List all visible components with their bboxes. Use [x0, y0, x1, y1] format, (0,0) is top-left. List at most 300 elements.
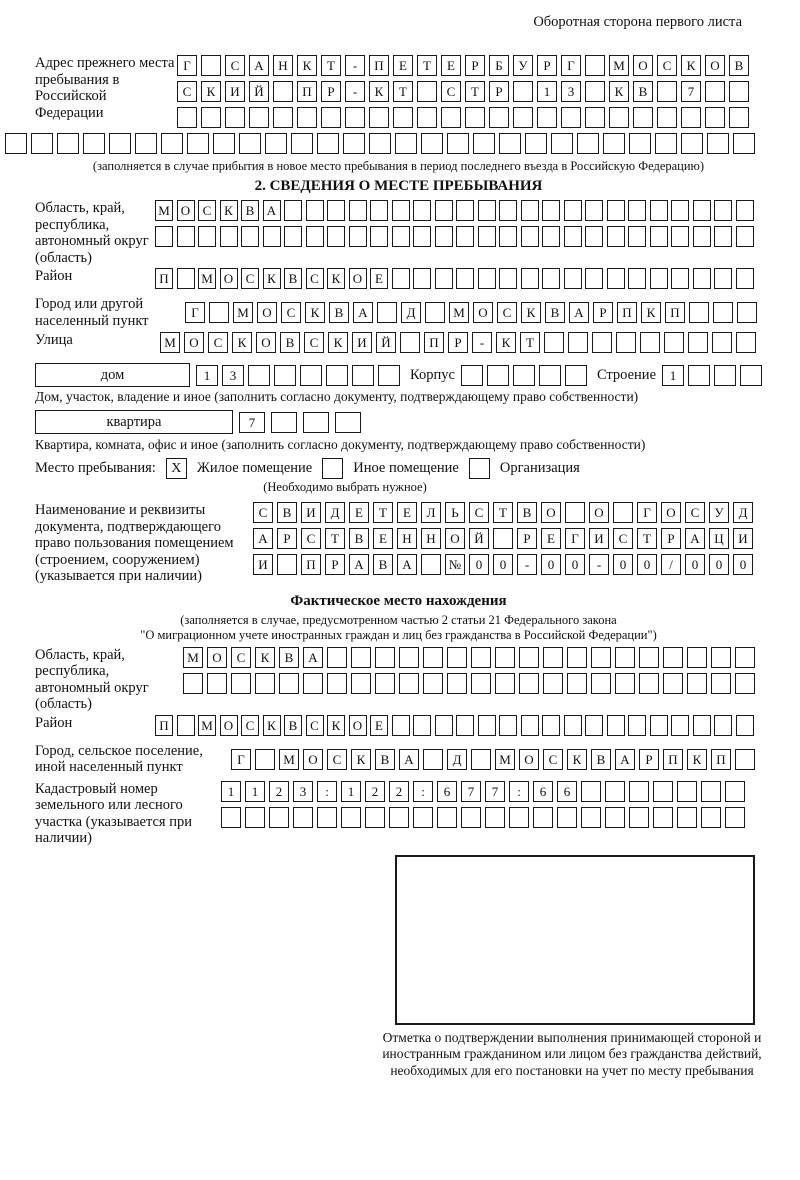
char-box[interactable]: -: [472, 332, 492, 353]
char-box[interactable]: [413, 807, 433, 828]
char-box[interactable]: [471, 673, 491, 694]
char-box[interactable]: [613, 502, 633, 523]
char-box[interactable]: [279, 673, 299, 694]
char-box[interactable]: М: [609, 55, 629, 76]
char-box[interactable]: О: [220, 268, 238, 289]
char-box[interactable]: [577, 133, 599, 154]
char-box[interactable]: [231, 673, 251, 694]
char-box[interactable]: [714, 365, 736, 386]
char-box[interactable]: [628, 715, 646, 736]
char-box[interactable]: П: [301, 554, 321, 575]
char-box[interactable]: [478, 268, 496, 289]
char-box[interactable]: [736, 715, 754, 736]
char-box[interactable]: [650, 715, 668, 736]
char-box[interactable]: [456, 268, 474, 289]
char-box[interactable]: [265, 133, 287, 154]
char-box[interactable]: [499, 226, 517, 247]
char-box[interactable]: С: [543, 749, 563, 770]
char-box[interactable]: [220, 226, 238, 247]
char-box[interactable]: М: [183, 647, 203, 668]
char-box[interactable]: 2: [389, 781, 409, 802]
char-box[interactable]: 7: [681, 81, 701, 102]
char-box[interactable]: [201, 55, 221, 76]
char-box[interactable]: [681, 133, 703, 154]
char-box[interactable]: [677, 807, 697, 828]
char-box[interactable]: [653, 807, 673, 828]
char-box[interactable]: П: [155, 268, 173, 289]
street-row[interactable]: [160, 332, 756, 353]
char-box[interactable]: [693, 268, 711, 289]
char-box[interactable]: [487, 365, 509, 386]
char-box[interactable]: [681, 107, 701, 128]
char-box[interactable]: Т: [321, 55, 341, 76]
char-box[interactable]: [737, 302, 757, 323]
char-box[interactable]: [221, 807, 241, 828]
char-box[interactable]: /: [661, 554, 681, 575]
char-box[interactable]: А: [263, 200, 281, 221]
char-box[interactable]: [317, 133, 339, 154]
char-box[interactable]: [241, 226, 259, 247]
char-box[interactable]: [392, 226, 410, 247]
char-box[interactable]: Р: [321, 81, 341, 102]
apartment-row[interactable]: [239, 412, 361, 433]
char-box[interactable]: [378, 365, 400, 386]
char-box[interactable]: 0: [541, 554, 561, 575]
char-box[interactable]: [591, 647, 611, 668]
char-box[interactable]: [677, 781, 697, 802]
char-box[interactable]: [585, 55, 605, 76]
char-box[interactable]: [585, 107, 605, 128]
char-box[interactable]: Н: [421, 528, 441, 549]
char-box[interactable]: П: [663, 749, 683, 770]
char-box[interactable]: [300, 365, 322, 386]
char-box[interactable]: [693, 715, 711, 736]
char-box[interactable]: [650, 268, 668, 289]
char-box[interactable]: [544, 332, 564, 353]
char-box[interactable]: [352, 365, 374, 386]
char-box[interactable]: [177, 226, 195, 247]
char-box[interactable]: П: [711, 749, 731, 770]
char-box[interactable]: [616, 332, 636, 353]
char-box[interactable]: [263, 226, 281, 247]
char-box[interactable]: С: [441, 81, 461, 102]
char-box[interactable]: [327, 200, 345, 221]
char-box[interactable]: К: [327, 715, 345, 736]
char-box[interactable]: 0: [565, 554, 585, 575]
char-box[interactable]: [650, 200, 668, 221]
char-box[interactable]: Л: [421, 502, 441, 523]
char-box[interactable]: [499, 133, 521, 154]
char-box[interactable]: [664, 332, 684, 353]
char-box[interactable]: [564, 268, 582, 289]
char-box[interactable]: [729, 107, 749, 128]
char-box[interactable]: А: [685, 528, 705, 549]
char-box[interactable]: 3: [293, 781, 313, 802]
char-box[interactable]: [327, 647, 347, 668]
prev-address-row-1[interactable]: [177, 55, 749, 76]
char-box[interactable]: С: [657, 55, 677, 76]
char-box[interactable]: Е: [349, 502, 369, 523]
char-box[interactable]: [711, 647, 731, 668]
char-box[interactable]: К: [681, 55, 701, 76]
char-box[interactable]: Р: [661, 528, 681, 549]
char-box[interactable]: 1: [341, 781, 361, 802]
char-box[interactable]: Е: [441, 55, 461, 76]
char-box[interactable]: П: [155, 715, 173, 736]
char-box[interactable]: [57, 133, 79, 154]
char-box[interactable]: [473, 133, 495, 154]
char-box[interactable]: [689, 302, 709, 323]
char-box[interactable]: [273, 107, 293, 128]
char-box[interactable]: [395, 133, 417, 154]
char-box[interactable]: М: [279, 749, 299, 770]
char-box[interactable]: О: [220, 715, 238, 736]
char-box[interactable]: А: [303, 647, 323, 668]
char-box[interactable]: О: [633, 55, 653, 76]
char-box[interactable]: 6: [533, 781, 553, 802]
char-box[interactable]: Й: [376, 332, 396, 353]
char-box[interactable]: [671, 268, 689, 289]
char-box[interactable]: М: [233, 302, 253, 323]
char-box[interactable]: [663, 647, 683, 668]
char-box[interactable]: [209, 302, 229, 323]
char-box[interactable]: [461, 807, 481, 828]
char-box[interactable]: [471, 749, 491, 770]
char-box[interactable]: С: [231, 647, 251, 668]
char-box[interactable]: К: [263, 268, 281, 289]
char-box[interactable]: О: [303, 749, 323, 770]
char-box[interactable]: [393, 107, 413, 128]
char-box[interactable]: Р: [448, 332, 468, 353]
char-box[interactable]: [303, 673, 323, 694]
prev-address-row-3[interactable]: [177, 107, 749, 128]
char-box[interactable]: К: [641, 302, 661, 323]
char-box[interactable]: [435, 715, 453, 736]
char-box[interactable]: Р: [277, 528, 297, 549]
char-box[interactable]: С: [497, 302, 517, 323]
char-box[interactable]: К: [369, 81, 389, 102]
char-box[interactable]: [585, 200, 603, 221]
char-box[interactable]: О: [349, 268, 367, 289]
char-box[interactable]: [465, 107, 485, 128]
char-box[interactable]: К: [609, 81, 629, 102]
char-box[interactable]: [135, 133, 157, 154]
char-box[interactable]: [687, 647, 707, 668]
region-row-2[interactable]: [155, 226, 754, 247]
char-box[interactable]: Р: [517, 528, 537, 549]
char-box[interactable]: [213, 133, 235, 154]
char-box[interactable]: Н: [397, 528, 417, 549]
char-box[interactable]: :: [317, 781, 337, 802]
char-box[interactable]: [725, 781, 745, 802]
char-box[interactable]: О: [184, 332, 204, 353]
char-box[interactable]: [441, 107, 461, 128]
prev-address-row-4[interactable]: [5, 133, 762, 154]
char-box[interactable]: [729, 81, 749, 102]
char-box[interactable]: Р: [489, 81, 509, 102]
char-box[interactable]: [628, 200, 646, 221]
char-box[interactable]: [701, 781, 721, 802]
char-box[interactable]: 7: [461, 781, 481, 802]
char-box[interactable]: [740, 365, 762, 386]
char-box[interactable]: П: [617, 302, 637, 323]
char-box[interactable]: [83, 133, 105, 154]
char-box[interactable]: Г: [231, 749, 251, 770]
char-box[interactable]: В: [241, 200, 259, 221]
char-box[interactable]: [629, 781, 649, 802]
char-box[interactable]: [557, 807, 577, 828]
char-box[interactable]: :: [509, 781, 529, 802]
char-box[interactable]: [713, 302, 733, 323]
char-box[interactable]: [725, 807, 745, 828]
char-box[interactable]: [609, 107, 629, 128]
char-box[interactable]: [655, 133, 677, 154]
district-row[interactable]: [155, 268, 754, 289]
char-box[interactable]: Н: [273, 55, 293, 76]
char-box[interactable]: [542, 226, 560, 247]
stroenie-row[interactable]: [662, 365, 762, 386]
korpus-row[interactable]: [461, 365, 587, 386]
char-box[interactable]: С: [327, 749, 347, 770]
char-box[interactable]: А: [349, 554, 369, 575]
char-box[interactable]: [478, 226, 496, 247]
char-box[interactable]: [377, 302, 397, 323]
char-box[interactable]: 0: [469, 554, 489, 575]
char-box[interactable]: [413, 268, 431, 289]
char-box[interactable]: С: [613, 528, 633, 549]
stay-other-checkbox[interactable]: [322, 458, 343, 479]
char-box[interactable]: С: [241, 715, 259, 736]
char-box[interactable]: Г: [565, 528, 585, 549]
char-box[interactable]: Г: [177, 55, 197, 76]
char-box[interactable]: О: [349, 715, 367, 736]
char-box[interactable]: [519, 673, 539, 694]
char-box[interactable]: [392, 200, 410, 221]
char-box[interactable]: И: [225, 81, 245, 102]
char-box[interactable]: [615, 673, 635, 694]
char-box[interactable]: О: [256, 332, 276, 353]
char-box[interactable]: [591, 673, 611, 694]
char-box[interactable]: И: [352, 332, 372, 353]
char-box[interactable]: [707, 133, 729, 154]
char-box[interactable]: В: [373, 554, 393, 575]
char-box[interactable]: О: [519, 749, 539, 770]
char-box[interactable]: О: [177, 200, 195, 221]
actual-region-row-1[interactable]: [183, 647, 755, 668]
char-box[interactable]: [499, 268, 517, 289]
char-box[interactable]: [736, 268, 754, 289]
char-box[interactable]: [671, 200, 689, 221]
char-box[interactable]: Т: [493, 502, 513, 523]
char-box[interactable]: [714, 200, 732, 221]
char-box[interactable]: К: [201, 81, 221, 102]
char-box[interactable]: К: [305, 302, 325, 323]
char-box[interactable]: :: [413, 781, 433, 802]
char-box[interactable]: [392, 715, 410, 736]
char-box[interactable]: [603, 133, 625, 154]
char-box[interactable]: [592, 332, 612, 353]
char-box[interactable]: [701, 807, 721, 828]
char-box[interactable]: О: [541, 502, 561, 523]
char-box[interactable]: [714, 226, 732, 247]
char-box[interactable]: Г: [185, 302, 205, 323]
char-box[interactable]: 1: [196, 365, 218, 386]
char-box[interactable]: П: [424, 332, 444, 353]
char-box[interactable]: [335, 412, 361, 433]
char-box[interactable]: [461, 365, 483, 386]
char-box[interactable]: [413, 200, 431, 221]
char-box[interactable]: [245, 807, 265, 828]
char-box[interactable]: В: [329, 302, 349, 323]
char-box[interactable]: [437, 807, 457, 828]
char-box[interactable]: -: [345, 81, 365, 102]
actual-region-row-2[interactable]: [183, 673, 755, 694]
char-box[interactable]: [471, 647, 491, 668]
char-box[interactable]: В: [545, 302, 565, 323]
char-box[interactable]: Ь: [445, 502, 465, 523]
char-box[interactable]: С: [253, 502, 273, 523]
char-box[interactable]: Т: [373, 502, 393, 523]
char-box[interactable]: Д: [325, 502, 345, 523]
char-box[interactable]: [539, 365, 561, 386]
actual-city-row[interactable]: [231, 749, 755, 770]
char-box[interactable]: 2: [269, 781, 289, 802]
char-box[interactable]: [399, 673, 419, 694]
char-box[interactable]: [564, 200, 582, 221]
char-box[interactable]: Р: [593, 302, 613, 323]
char-box[interactable]: 1: [537, 81, 557, 102]
char-box[interactable]: М: [495, 749, 515, 770]
char-box[interactable]: [735, 647, 755, 668]
char-box[interactable]: [551, 133, 573, 154]
char-box[interactable]: 0: [613, 554, 633, 575]
char-box[interactable]: Е: [370, 715, 388, 736]
char-box[interactable]: М: [198, 268, 216, 289]
char-box[interactable]: [177, 268, 195, 289]
char-box[interactable]: [735, 749, 755, 770]
char-box[interactable]: Р: [639, 749, 659, 770]
char-box[interactable]: [478, 200, 496, 221]
char-box[interactable]: [389, 807, 409, 828]
char-box[interactable]: [657, 81, 677, 102]
char-box[interactable]: -: [345, 55, 365, 76]
char-box[interactable]: А: [253, 528, 273, 549]
stay-residential-checkbox[interactable]: X: [166, 458, 187, 479]
char-box[interactable]: [326, 365, 348, 386]
char-box[interactable]: [365, 807, 385, 828]
char-box[interactable]: [351, 647, 371, 668]
char-box[interactable]: [303, 412, 329, 433]
char-box[interactable]: [509, 807, 529, 828]
prev-address-row-2[interactable]: [177, 81, 749, 102]
char-box[interactable]: К: [351, 749, 371, 770]
char-box[interactable]: 6: [437, 781, 457, 802]
char-box[interactable]: И: [301, 502, 321, 523]
char-box[interactable]: [605, 781, 625, 802]
char-box[interactable]: [585, 226, 603, 247]
char-box[interactable]: [607, 226, 625, 247]
char-box[interactable]: [567, 673, 587, 694]
document-row-2[interactable]: [253, 528, 753, 549]
char-box[interactable]: С: [281, 302, 301, 323]
char-box[interactable]: П: [369, 55, 389, 76]
char-box[interactable]: -: [589, 554, 609, 575]
char-box[interactable]: И: [589, 528, 609, 549]
char-box[interactable]: [499, 715, 517, 736]
char-box[interactable]: [628, 226, 646, 247]
char-box[interactable]: [5, 133, 27, 154]
char-box[interactable]: 1: [245, 781, 265, 802]
char-box[interactable]: [629, 133, 651, 154]
char-box[interactable]: [248, 365, 270, 386]
char-box[interactable]: [155, 226, 173, 247]
char-box[interactable]: А: [569, 302, 589, 323]
char-box[interactable]: [413, 715, 431, 736]
char-box[interactable]: [564, 226, 582, 247]
char-box[interactable]: К: [263, 715, 281, 736]
char-box[interactable]: 3: [222, 365, 244, 386]
char-box[interactable]: Д: [401, 302, 421, 323]
char-box[interactable]: О: [207, 647, 227, 668]
char-box[interactable]: К: [232, 332, 252, 353]
char-box[interactable]: [513, 365, 535, 386]
char-box[interactable]: [423, 647, 443, 668]
char-box[interactable]: [456, 200, 474, 221]
char-box[interactable]: Т: [520, 332, 540, 353]
char-box[interactable]: [607, 200, 625, 221]
char-box[interactable]: С: [301, 528, 321, 549]
char-box[interactable]: [273, 81, 293, 102]
char-box[interactable]: [392, 268, 410, 289]
char-box[interactable]: [663, 673, 683, 694]
char-box[interactable]: [109, 133, 131, 154]
char-box[interactable]: [735, 673, 755, 694]
char-box[interactable]: [284, 226, 302, 247]
char-box[interactable]: 0: [493, 554, 513, 575]
char-box[interactable]: [413, 226, 431, 247]
char-box[interactable]: [269, 807, 289, 828]
char-box[interactable]: [633, 107, 653, 128]
char-box[interactable]: 6: [557, 781, 577, 802]
char-box[interactable]: В: [591, 749, 611, 770]
char-box[interactable]: [370, 226, 388, 247]
char-box[interactable]: [705, 81, 725, 102]
char-box[interactable]: [521, 268, 539, 289]
char-box[interactable]: [542, 268, 560, 289]
char-box[interactable]: [565, 502, 585, 523]
char-box[interactable]: [349, 226, 367, 247]
char-box[interactable]: В: [280, 332, 300, 353]
char-box[interactable]: [521, 226, 539, 247]
char-box[interactable]: [239, 133, 261, 154]
document-row-3[interactable]: [253, 554, 753, 575]
char-box[interactable]: [629, 807, 649, 828]
char-box[interactable]: [581, 807, 601, 828]
char-box[interactable]: [585, 81, 605, 102]
char-box[interactable]: И: [733, 528, 753, 549]
char-box[interactable]: С: [469, 502, 489, 523]
char-box[interactable]: [375, 647, 395, 668]
char-box[interactable]: [565, 365, 587, 386]
char-box[interactable]: В: [349, 528, 369, 549]
char-box[interactable]: У: [513, 55, 533, 76]
char-box[interactable]: [714, 715, 732, 736]
char-box[interactable]: Й: [249, 81, 269, 102]
char-box[interactable]: [607, 715, 625, 736]
char-box[interactable]: [489, 107, 509, 128]
char-box[interactable]: [693, 200, 711, 221]
char-box[interactable]: [568, 332, 588, 353]
